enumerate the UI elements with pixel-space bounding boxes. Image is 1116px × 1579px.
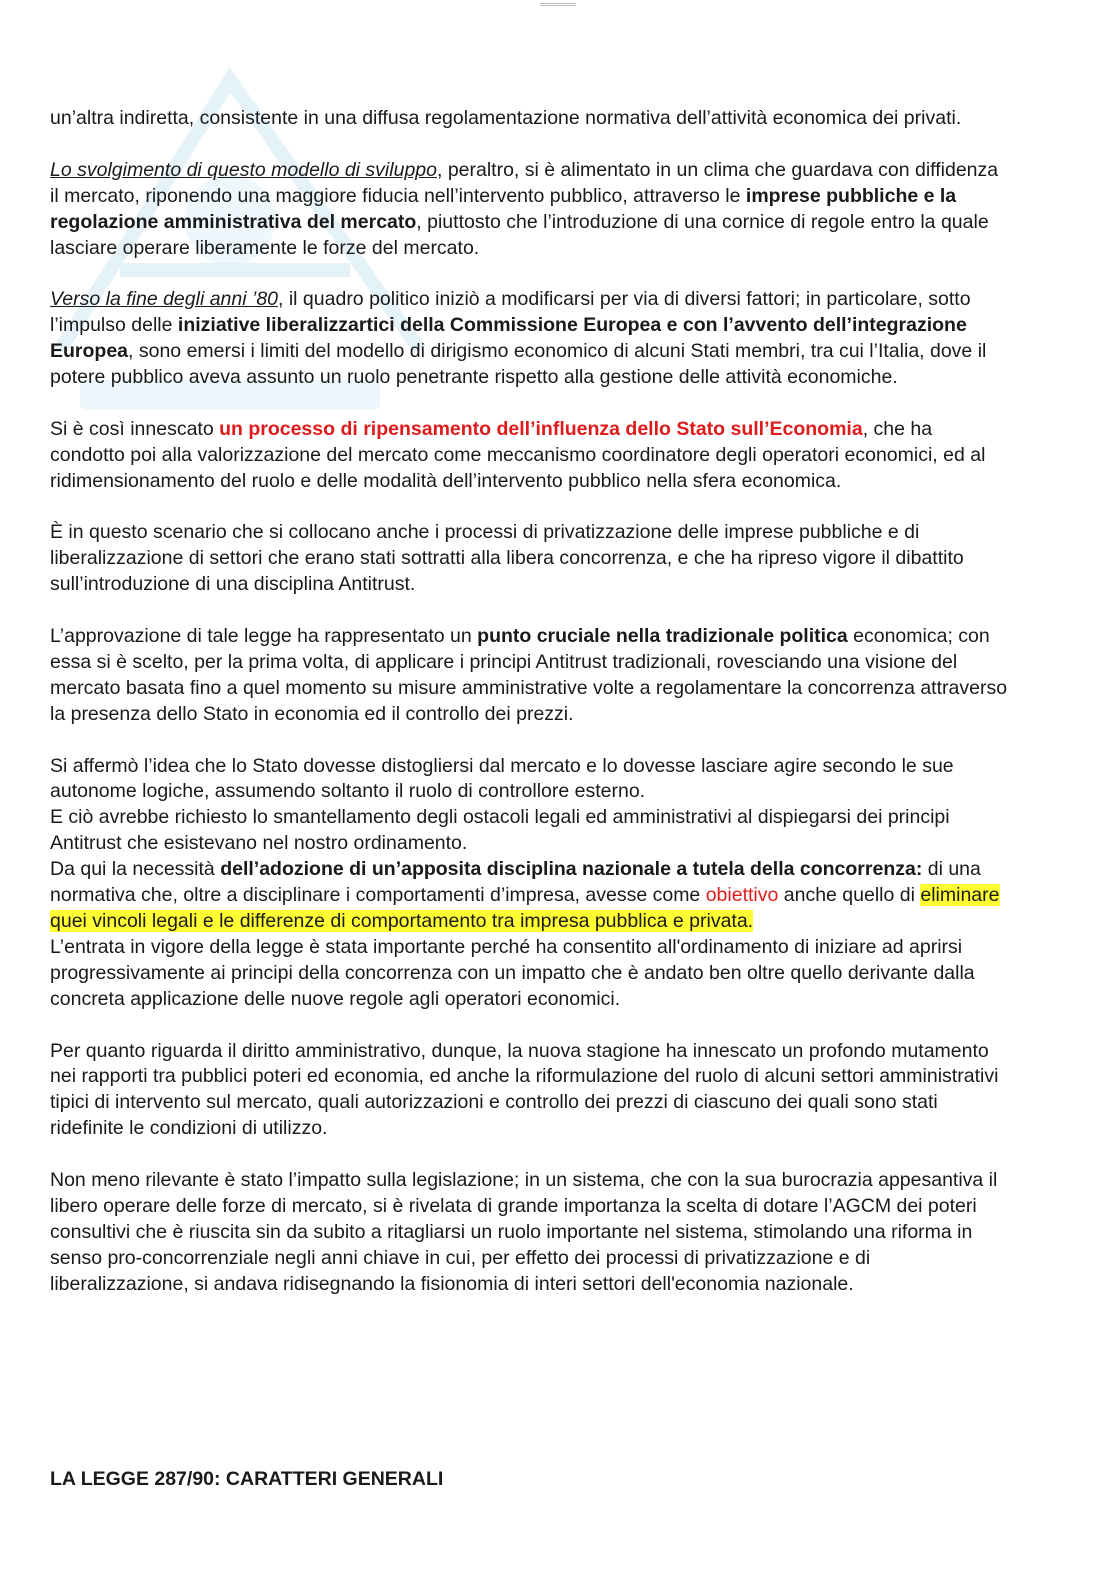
page-top-mark [540, 2, 576, 6]
paragraph-7-line-4: L’entrata in vigore della legge è stata importante perché ha consentito all'ordinamento di iniziare ad aprirsi progressivamente ai principi della concorrenza con un impatto che è andato ben oltre quello derivante dalla concreta applicazione delle nuove regole agli operatori economici. [50, 935, 975, 1010]
paragraph-7-line-1: Si affermò l’idea che lo Stato dovesse distogliersi dal mercato e lo dovesse lasciare agire secondo le sue autonome logiche, assumendo soltanto il ruolo di controllore esterno. [50, 754, 954, 803]
text-run: , peraltro, si è alimentato in un clima che guardava con diffidenza il mercato, riponendo una maggiore fiducia nell’intervento pubblico, attraverso le [50, 158, 999, 207]
paragraph-1: un’altra indiretta, consistente in una diffusa regolamentazione normativa dell’attività economica dei privati. [50, 107, 962, 129]
highlighted-phrase: eliminare quei vincoli legali e le differenze di comportamento tra impresa pubblica e privata. [50, 884, 1000, 932]
text-run: di una normativa che, oltre a disciplinare i comportamenti d’impresa, avesse come [50, 858, 981, 907]
red-word: obiettivo [705, 884, 779, 907]
paragraph-8: Per quanto riguarda il diritto amministrativo, dunque, la nuova stagione ha innescato un profondo mutamento nei rapporti tra pubblici poteri ed economia, ed anche la riformulazione del ruolo di alcuni settori amministrativi tipici di intervento sul mercato, quali autorizzazioni e controllo dei prezzi di ciascuno dei quali sono stati ridefinite le condizioni di utilizzo. [50, 1039, 999, 1140]
bold-phrase: iniziative liberalizzartici della Commissione Europea e con l’avvento dell’integrazione Europea [50, 314, 967, 363]
paragraph-3 [50, 287, 1010, 391]
document-body [50, 106, 1010, 1323]
text-run: , che ha condotto poi alla valorizzazione del mercato come meccanismo coordinatore degli operatori economici, ed al ridimensionamento del ruolo e delle modalità dell’intervento pubblico nella sfera economica. [50, 417, 986, 492]
text-run: , piuttosto che l’introduzione di una cornice di regole entro la quale lasciare operare liberamente le forze del mercato. [50, 210, 989, 259]
section-heading: LA LEGGE 287/90: CARATTERI GENERALI [50, 1468, 444, 1490]
paragraph-7-line-2: E ciò avrebbe richiesto lo smantellamento degli ostacoli legali ed amministrativi al dispiegarsi dei principi Antitrust che esistevano nel nostro ordinamento. [50, 806, 950, 855]
paragraph-4 [50, 417, 1010, 495]
red-bold-phrase: un processo di ripensamento dell’influenza dello Stato sull’Economia [219, 417, 863, 440]
text-run: Si è così innescato [50, 417, 220, 440]
bold-phrase: dell’adozione di un’apposita disciplina nazionale a tutela della concorrenza: [220, 858, 923, 881]
text-run: anche quello di [778, 884, 921, 907]
text-run: , il quadro politico iniziò a modificarsi per via di diversi fattori; in particolare, sotto l’impulso delle [50, 288, 971, 337]
underlined-phrase: Lo svolgimento di questo modello di sviluppo [50, 158, 437, 181]
text-run: , sono emersi i limiti del modello di dirigismo economico di alcuni Stati membri, tra cui l’Italia, dove il potere pubblico aveva assunto un ruolo penetrante rispetto alla gestione delle attività economiche. [50, 340, 987, 389]
text-run: economica; con essa si è scelto, per la prima volta, di applicare i principi Antitrust tradizionali, rovesciando una visione del mercato basata fino a quel momento su misure amministrative volte a regolamentare la concorrenza attraverso la presenza dello Stato in economia ed il controllo dei prezzi. [50, 625, 1008, 725]
text-run: L’approvazione di tale legge ha rappresentato un [50, 625, 478, 648]
bold-phrase: imprese pubbliche e la regolazione amministrativa del mercato [50, 184, 957, 233]
paragraph-6 [50, 624, 1010, 728]
paragraph-5: È in questo scenario che si collocano anche i processi di privatizzazione delle imprese pubbliche e di liberalizzazione di settori che erano stati sottratti alla libera concorrenza, e che ha ripreso vigore il dibattito sull’introduzione di una disciplina Antitrust. [50, 521, 964, 596]
paragraph-9: Non meno rilevante è stato l’impatto sulla legislazione; in un sistema, che con la sua burocrazia appesantiva il libero operare delle forze di mercato, si è rivelata di grande importanza la scelta di dotare l’AGCM dei poteri consultivi che è riuscita sin da subito a ritagliarsi un ruolo importante nel sistema, stimolando una riforma in senso pro-concorrenziale negli anni chiave in cui, per effetto dei processi di privatizzazione e di liberalizzazione, si andava ridisegnando la fisionomia di interi settori dell'economia nazionale. [50, 1169, 998, 1295]
bold-phrase: punto cruciale nella tradizionale politica [477, 625, 848, 648]
underlined-phrase: Verso la fine degli anni ’80 [50, 288, 279, 311]
paragraph-7-line-3 [50, 857, 1010, 935]
paragraph-2 [50, 158, 1010, 262]
text-run: Da qui la necessità [50, 858, 221, 881]
